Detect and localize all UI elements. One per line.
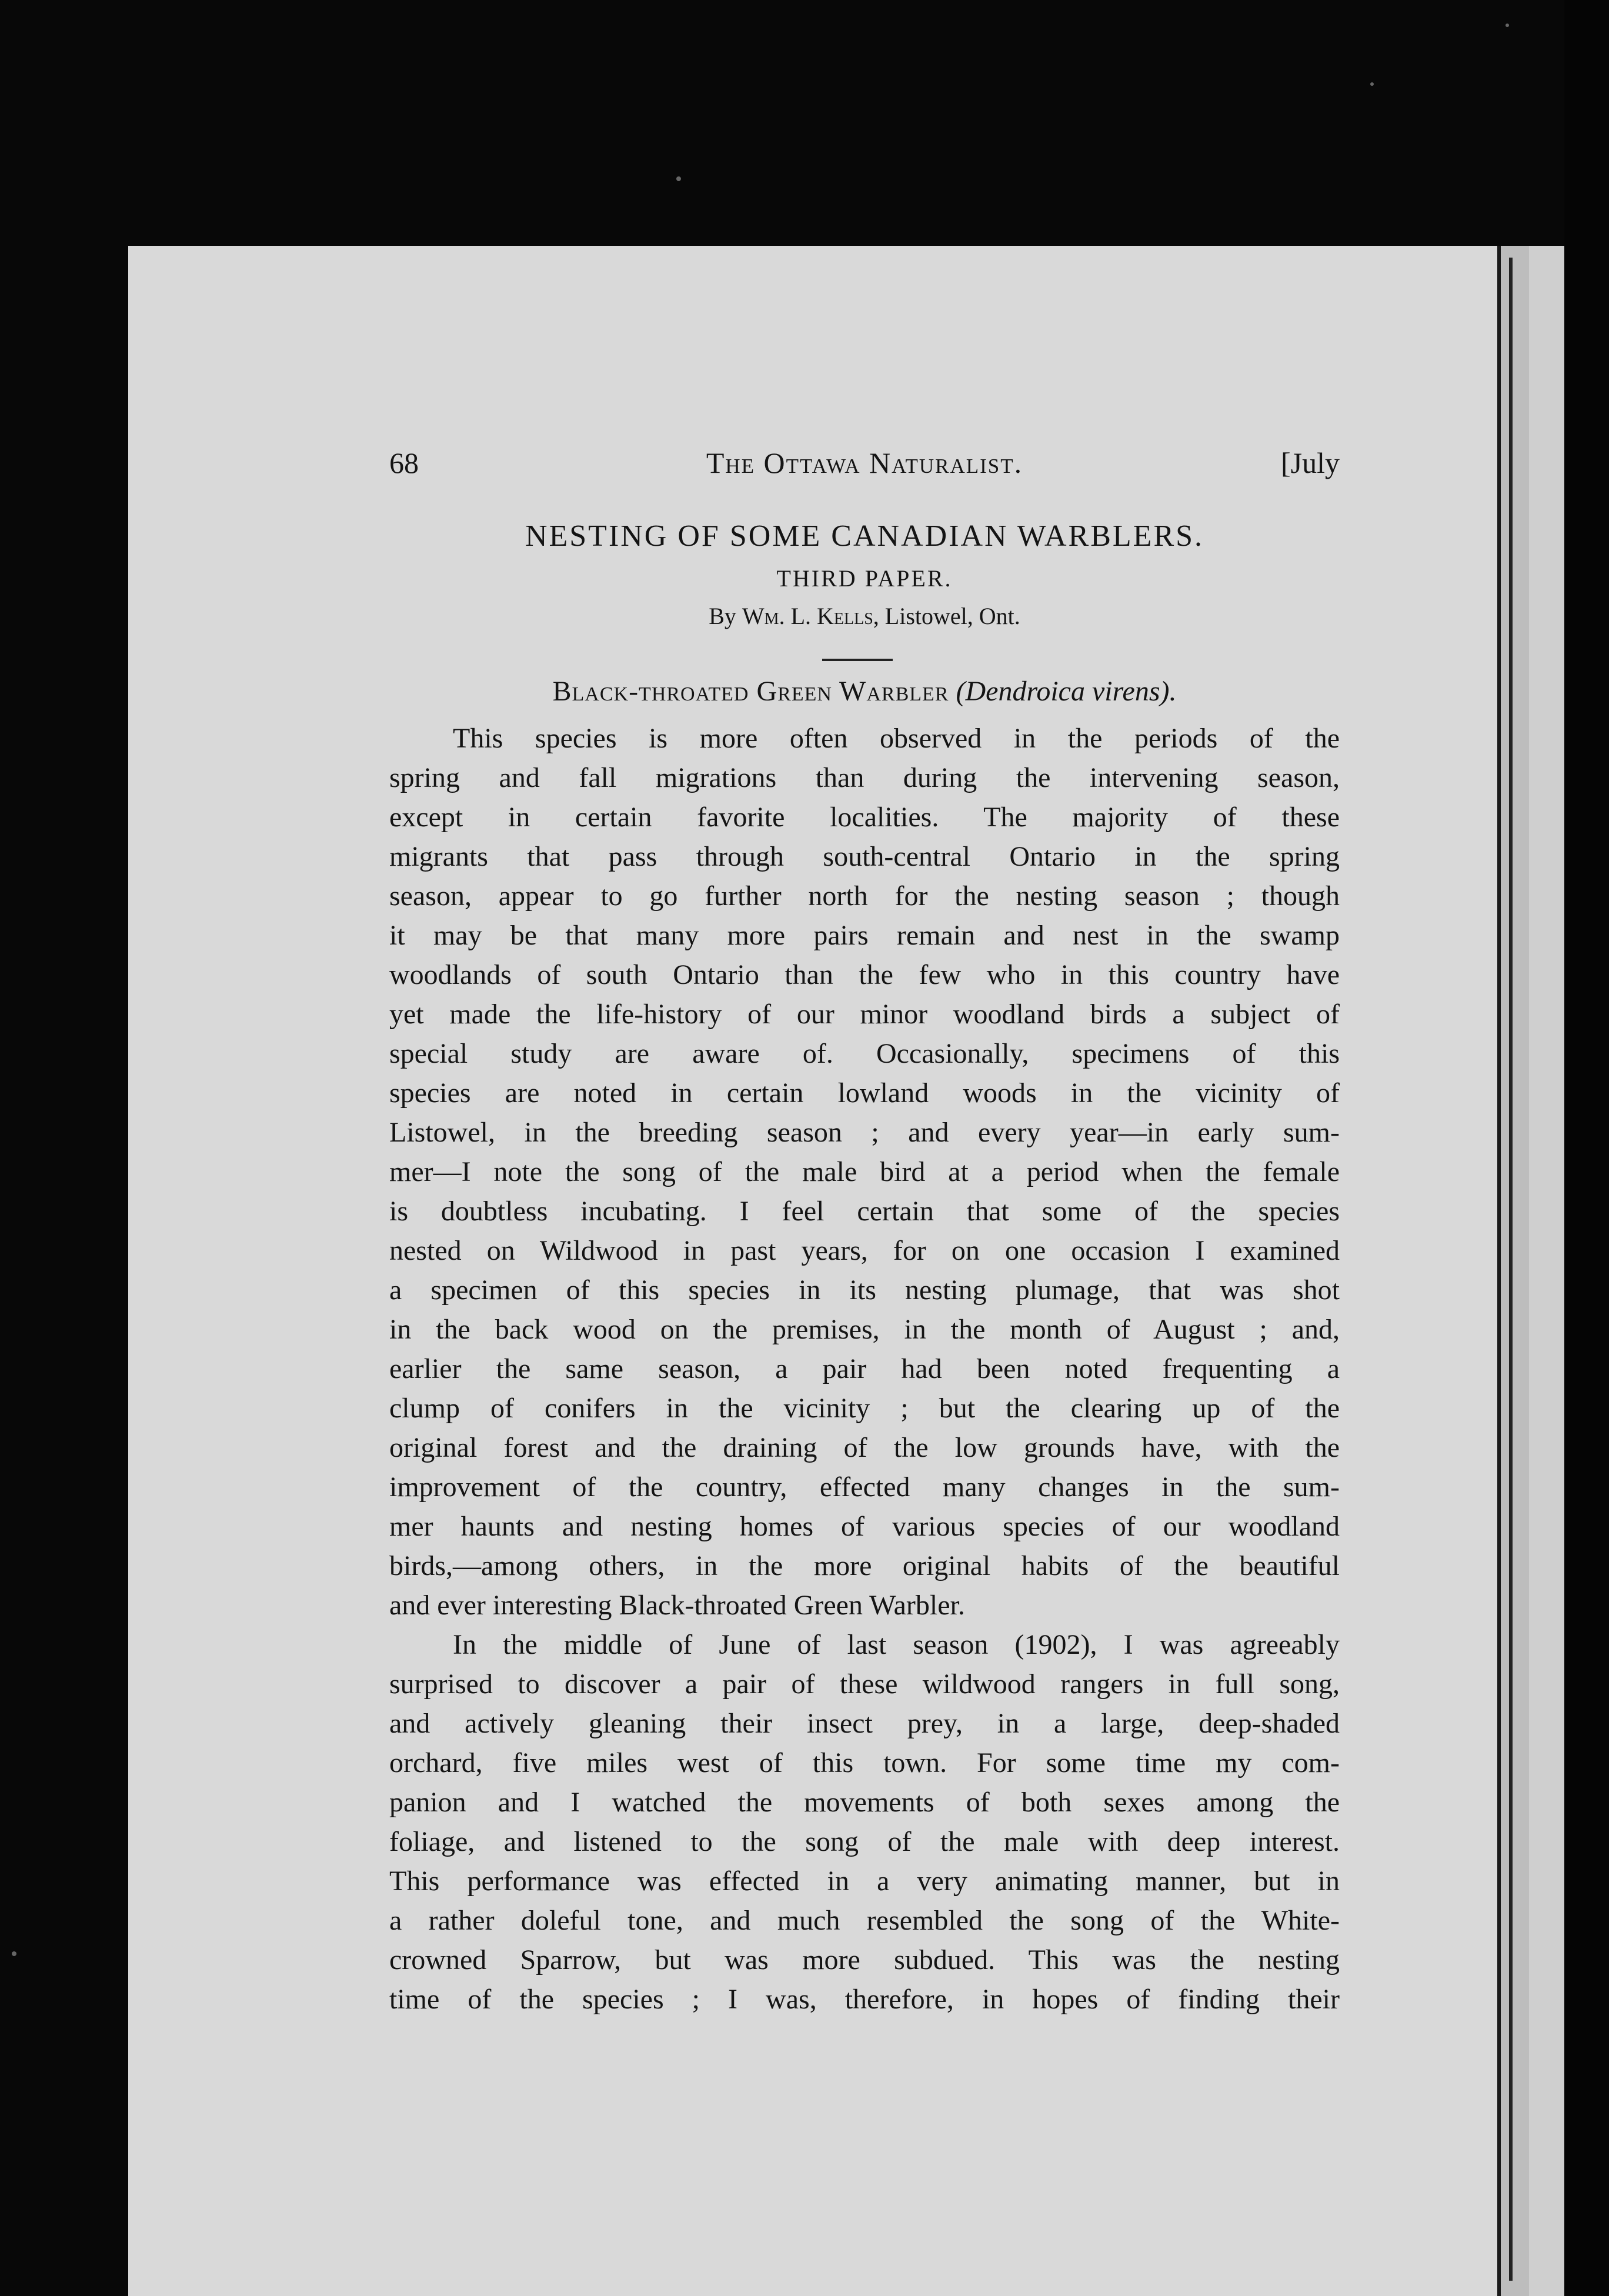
author-location: Listowel, Ont.	[884, 603, 1020, 629]
section-heading	[389, 675, 1340, 708]
body-line: mer—I note the song of the male bird at a period when the female	[389, 1156, 1340, 1187]
body-line: in the back wood on the premises, in the month of August ; and,	[389, 1314, 1340, 1345]
body-line: a rather doleful tone, and much resembled the song of the White-	[389, 1905, 1340, 1936]
body-line: Listowel, in the breeding season ; and every year—in early sum-	[389, 1117, 1340, 1148]
page-number: 68	[389, 446, 419, 479]
body-line: birds,—among others, in the more original habits of the beautiful	[389, 1550, 1340, 1581]
running-header	[389, 446, 1340, 487]
body-line: orchard, five miles west of this town. For some time my com-	[389, 1747, 1340, 1778]
body-line: original forest and the draining of the low grounds have, with the	[389, 1432, 1340, 1463]
body-line: a specimen of this species in its nesting plumage, that was shot	[389, 1274, 1340, 1306]
title-rule	[822, 659, 893, 661]
body-line: woodlands of south Ontario than the few who in this country have	[389, 959, 1340, 990]
page-edge-line	[1509, 258, 1513, 2281]
article-title: NESTING OF SOME CANADIAN WARBLERS.	[525, 519, 1204, 553]
body-line: except in certain favorite localities. The majority of these	[389, 802, 1340, 833]
article-subtitle: THIRD PAPER.	[776, 565, 953, 592]
body-line: nested on Wildwood in past years, for on one occasion I examined	[389, 1235, 1340, 1266]
body-line: and actively gleaning their insect prey, in a large, deep-shaded	[389, 1708, 1340, 1739]
body-line: mer haunts and nesting homes of various species of our woodland	[389, 1511, 1340, 1542]
body-line: it may be that many more pairs remain and nest in the swamp	[389, 920, 1340, 951]
body-line: panion and I watched the movements of both sexes among the	[389, 1787, 1340, 1818]
page-edge-strip	[1497, 246, 1533, 2296]
body-line: spring and fall migrations than during the intervening season,	[389, 762, 1340, 793]
body-line: This species is more often observed in the periods of the	[453, 723, 1340, 754]
scan-border-right	[1564, 0, 1609, 2296]
body-line: improvement of the country, effected many changes in the sum-	[389, 1471, 1340, 1503]
scan-speck	[676, 176, 681, 181]
scan-speck	[1370, 82, 1374, 86]
body-line: time of the species ; I was, therefore, in hopes of finding their	[389, 1984, 1340, 2015]
body-line: and ever interesting Black-throated Green Warbler.	[389, 1590, 965, 1621]
issue-month: [July	[1281, 446, 1340, 479]
body-line: In the middle of June of last season (1902), I was agreeably	[453, 1629, 1340, 1660]
byline	[389, 602, 1340, 630]
body-line: earlier the same season, a pair had been noted frequenting a	[389, 1353, 1340, 1384]
body-line: special study are aware of. Occasionally, specimens of this	[389, 1038, 1340, 1069]
body-line: migrants that pass through south-central Ontario in the spring	[389, 841, 1340, 872]
journal-title: The Ottawa Naturalist.	[706, 446, 1023, 479]
scan-speck	[12, 1951, 16, 1956]
body-line: species are noted in certain lowland woods in the vicinity of	[389, 1077, 1340, 1109]
adjacent-page-sliver	[1529, 246, 1564, 2296]
body-line: yet made the life-history of our minor woodland birds a subject of	[389, 999, 1340, 1030]
body-line: is doubtless incubating. I feel certain that some of the species	[389, 1196, 1340, 1227]
body-line: crowned Sparrow, but was more subdued. This was the nesting	[389, 1944, 1340, 1975]
species-name: Black-throated Green Warbler	[552, 676, 949, 707]
article-body	[389, 719, 1340, 2019]
body-line: foliage, and listened to the song of the male with deep interest.	[389, 1826, 1340, 1857]
body-line: This performance was effected in a very animating manner, but in	[389, 1866, 1340, 1897]
body-line: clump of conifers in the vicinity ; but the clearing up of the	[389, 1393, 1340, 1424]
body-line: season, appear to go further north for the nesting season ; though	[389, 880, 1340, 912]
species-latin-name: (Dendroica virens).	[956, 676, 1177, 707]
scan-speck	[1505, 24, 1509, 27]
byline-prefix: By	[709, 603, 736, 629]
author-name: Wm. L. Kells,	[742, 603, 879, 629]
body-line: surprised to discover a pair of these wildwood rangers in full song,	[389, 1668, 1340, 1700]
